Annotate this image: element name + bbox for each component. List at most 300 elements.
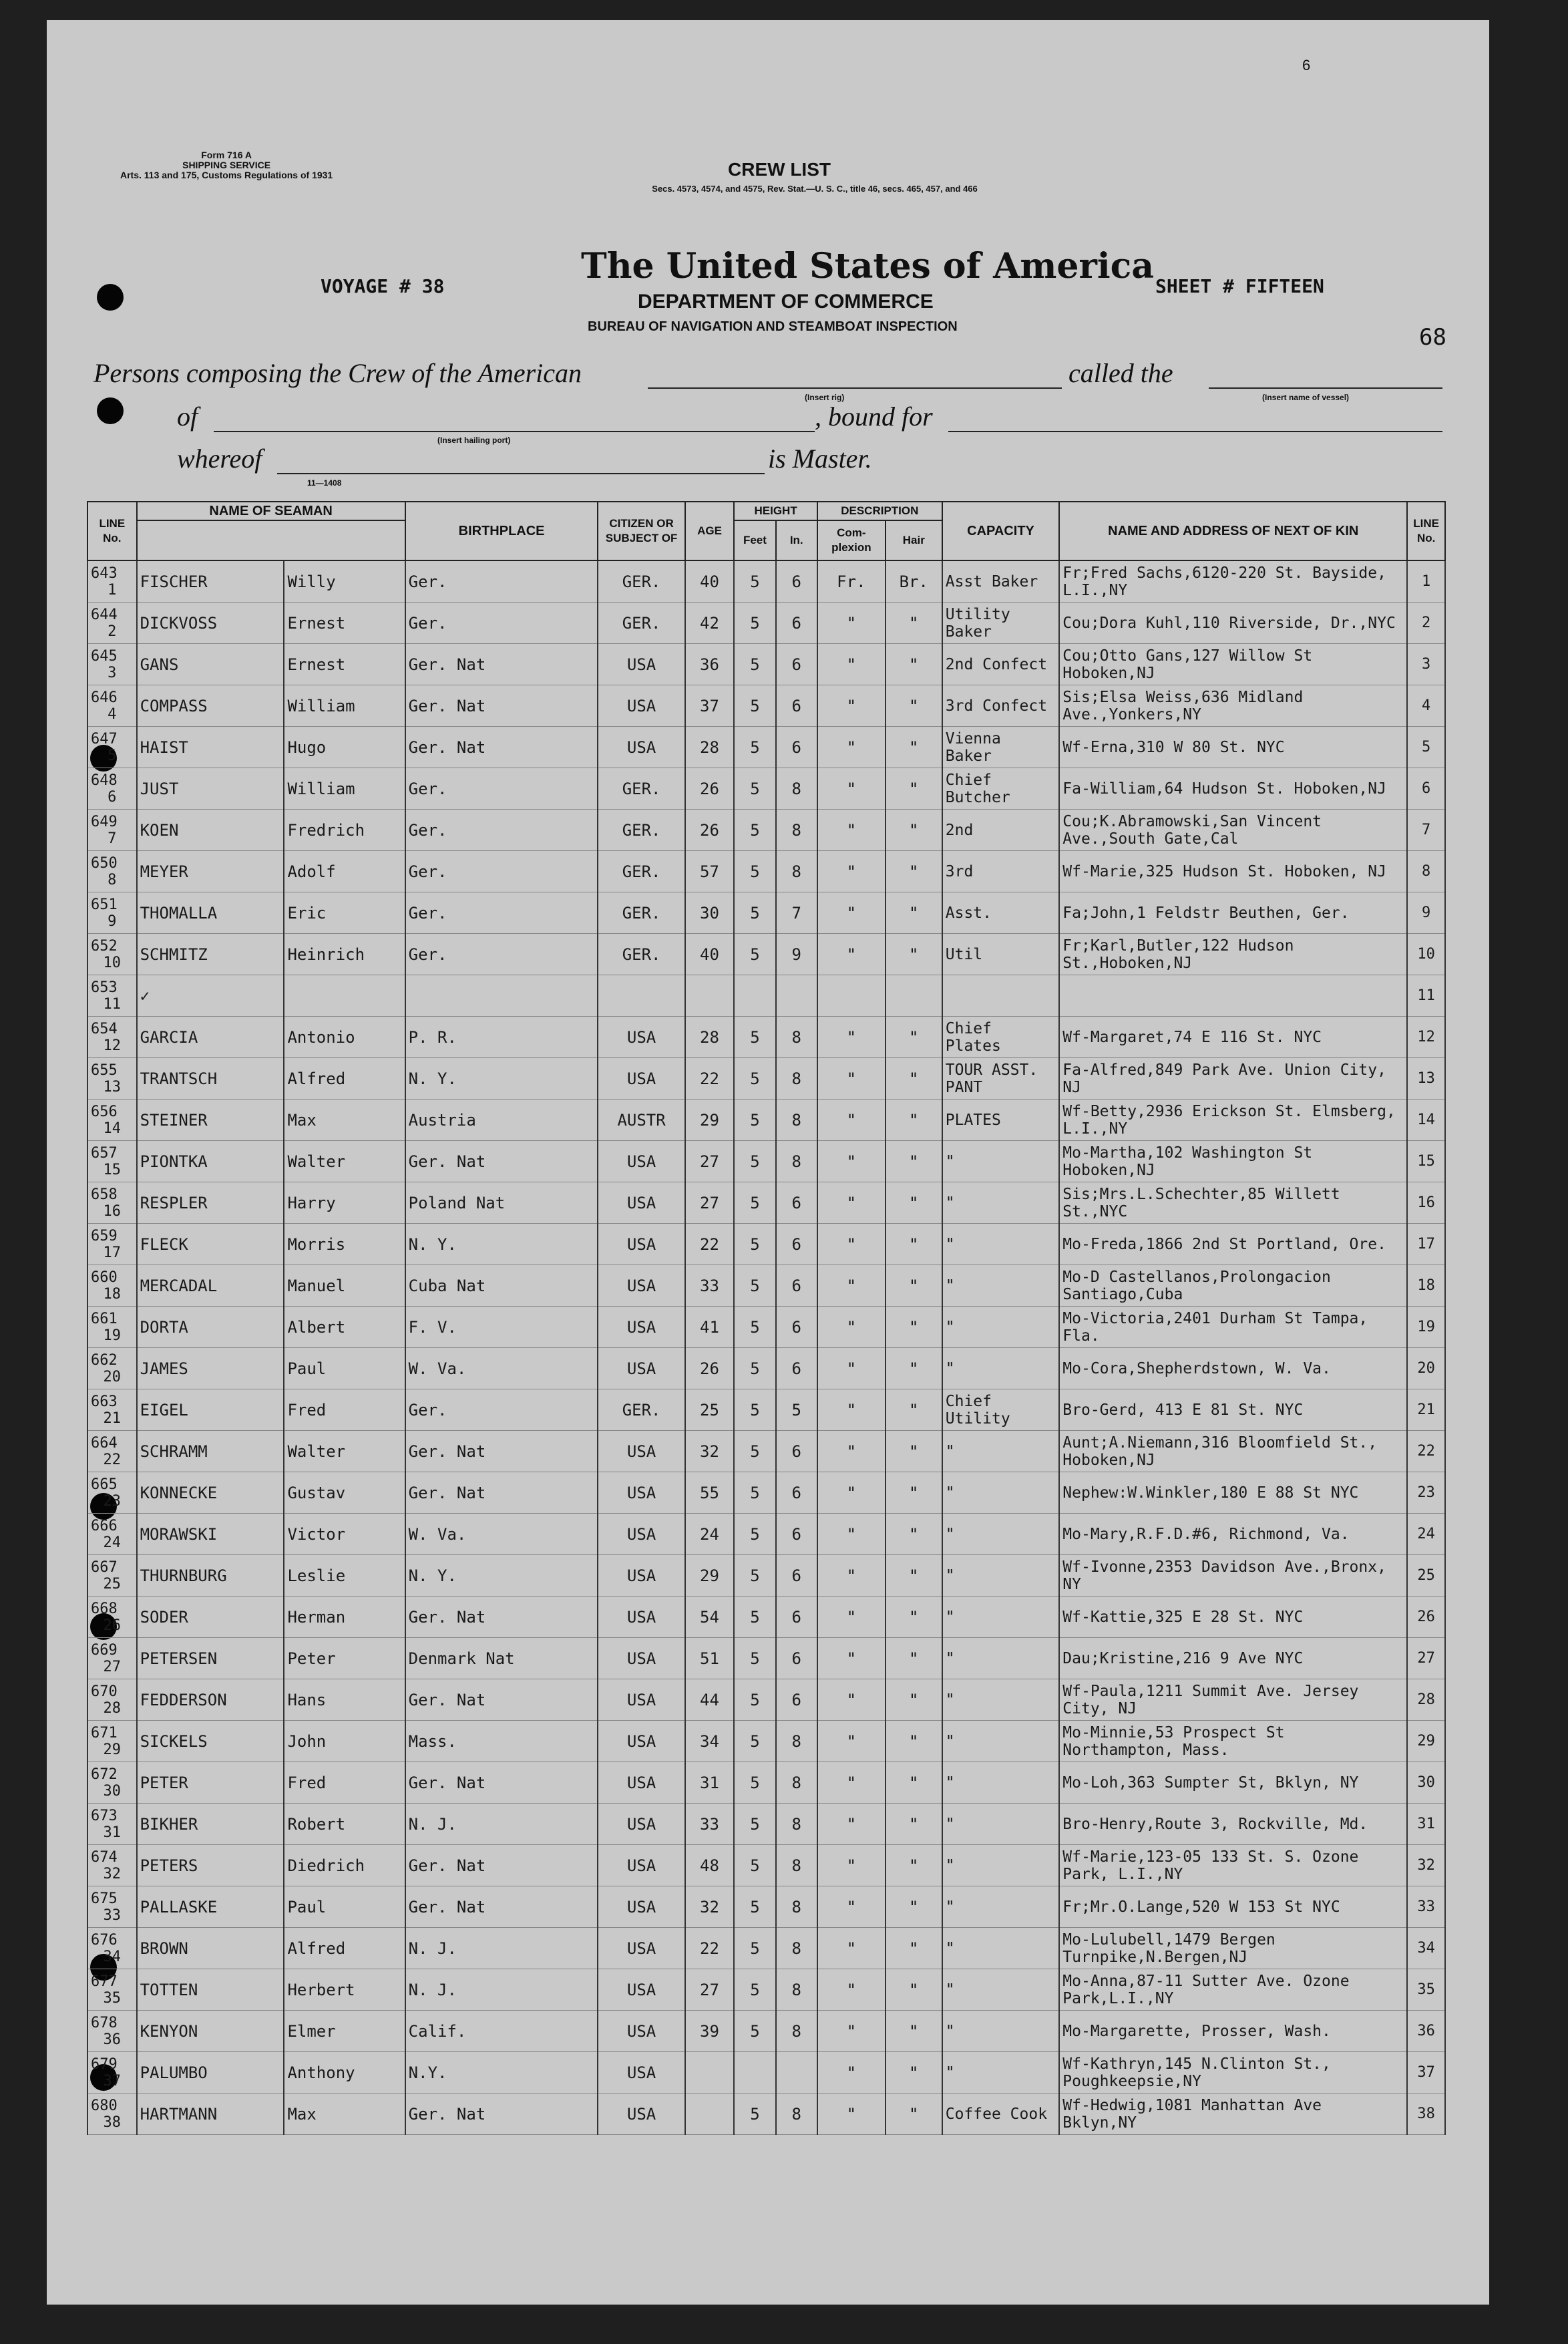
feet-cell: 5 (734, 1472, 775, 1514)
complexion-cell: " (817, 1886, 886, 1928)
complexion-cell: " (817, 1555, 886, 1597)
inches-cell: 8 (776, 1969, 817, 2011)
punch-hole (97, 397, 124, 424)
line-number-right: 23 (1407, 1472, 1445, 1514)
col-birthplace: BIRTHPLACE (405, 502, 598, 560)
feet-cell: 5 (734, 1721, 775, 1762)
of-label: of (177, 401, 198, 432)
feet-cell: 5 (734, 685, 775, 727)
feet-cell: 5 (734, 768, 775, 810)
sequence-number: 660 (91, 1269, 118, 1286)
age-cell: 36 (685, 644, 735, 685)
crew-row (87, 810, 1445, 851)
citizen-cell: USA (598, 1928, 684, 1969)
kin-cell: Mo-Mary,R.F.D.#6, Richmond, Va. (1059, 1514, 1407, 1555)
hair-cell: " (886, 2094, 942, 2135)
line-number: 35 (103, 1989, 122, 2007)
inches-cell: 8 (776, 2094, 817, 2135)
col-inches: In. (776, 520, 817, 560)
line-number: 3 (108, 664, 117, 681)
given-cell: Ernest (284, 644, 405, 685)
col-feet: Feet (734, 520, 775, 560)
kin-cell: Wf-Hedwig,1081 Manhattan Ave Bklyn,NY (1059, 2094, 1407, 2135)
capacity-cell: " (942, 1721, 1060, 1762)
capacity-cell: " (942, 1265, 1060, 1307)
line-number-right: 14 (1407, 1100, 1445, 1141)
sequence-number: 662 (91, 1351, 118, 1369)
given-cell: Herman (284, 1597, 405, 1638)
complexion-cell: " (817, 810, 886, 851)
age-cell: 22 (685, 1058, 735, 1100)
crew-row (87, 1265, 1445, 1307)
sequence-number: 648 (91, 772, 118, 789)
citizen-cell (598, 975, 684, 1017)
line-number-cell (87, 934, 137, 975)
given-cell: Harry (284, 1182, 405, 1224)
col-line-no: LINE No. (87, 502, 137, 560)
feet-cell: 5 (734, 1348, 775, 1389)
whereof-label: whereof (177, 444, 262, 474)
surname-cell: RESPLER (137, 1182, 284, 1224)
birthplace-cell: Ger. (405, 768, 598, 810)
surname-cell: JUST (137, 768, 284, 810)
line-number-cell (87, 1265, 137, 1307)
birthplace-cell: Poland Nat (405, 1182, 598, 1224)
age-cell: 25 (685, 1389, 735, 1431)
surname-cell: TRANTSCH (137, 1058, 284, 1100)
complexion-cell: Fr. (817, 560, 886, 603)
crew-row (87, 768, 1445, 810)
surname-cell: HAIST (137, 727, 284, 768)
hair-cell: " (886, 1307, 942, 1348)
sequence-number: 646 (91, 689, 118, 706)
feet-cell: 5 (734, 892, 775, 934)
line-number: 7 (108, 830, 117, 847)
citizen-cell: USA (598, 1679, 684, 1721)
given-cell: William (284, 685, 405, 727)
port-label: (Insert hailing port) (437, 436, 511, 445)
col-citizen: CITIZEN OR SUBJECT OF (598, 502, 684, 560)
crew-row (87, 685, 1445, 727)
line-number-cell (87, 1886, 137, 1928)
line-number-right: 5 (1407, 727, 1445, 768)
line-number-cell (87, 2052, 137, 2094)
col-name: NAME OF SEAMAN (137, 502, 405, 520)
sequence-number: 677 (91, 1973, 118, 1990)
line-number-right: 7 (1407, 810, 1445, 851)
surname-cell: BIKHER (137, 1804, 284, 1845)
given-cell: Paul (284, 1886, 405, 1928)
sequence-number: 651 (91, 896, 118, 913)
line-number-cell (87, 1307, 137, 1348)
feet-cell: 5 (734, 1431, 775, 1472)
citizen-cell: USA (598, 1224, 684, 1265)
crew-row (87, 851, 1445, 892)
feet-cell: 5 (734, 1100, 775, 1141)
corner-mark: 6 (1302, 57, 1311, 73)
given-cell: Manuel (284, 1265, 405, 1307)
surname-cell: THURNBURG (137, 1555, 284, 1597)
feet-cell: 5 (734, 1804, 775, 1845)
hair-cell: " (886, 1969, 942, 2011)
kin-cell: Fa;John,1 Feldstr Beuthen, Ger. (1059, 892, 1407, 934)
kin-cell: Sis;Elsa Weiss,636 Midland Ave.,Yonkers,NY (1059, 685, 1407, 727)
line-number-cell (87, 644, 137, 685)
inches-cell: 8 (776, 1762, 817, 1804)
line-number-cell (87, 1182, 137, 1224)
surname-cell: FEDDERSON (137, 1679, 284, 1721)
sequence-number: 674 (91, 1848, 118, 1866)
kin-cell: Mo-Freda,1866 2nd St Portland, Ore. (1059, 1224, 1407, 1265)
sequence-number: 650 (91, 854, 118, 872)
crew-row (87, 1017, 1445, 1058)
complexion-cell: " (817, 1389, 886, 1431)
line-number: 13 (103, 1078, 122, 1096)
line-number-right: 4 (1407, 685, 1445, 727)
line-number-right: 20 (1407, 1348, 1445, 1389)
citizen-cell: USA (598, 1265, 684, 1307)
hair-cell: " (886, 1348, 942, 1389)
line-number-cell (87, 1348, 137, 1389)
line-number: 12 (103, 1037, 122, 1054)
given-cell: Walter (284, 1141, 405, 1182)
sequence-number: 671 (91, 1724, 118, 1741)
feet-cell: 5 (734, 1141, 775, 1182)
line-number-cell (87, 1845, 137, 1886)
page-number: 68 (1419, 324, 1446, 351)
age-cell: 22 (685, 1224, 735, 1265)
feet-cell: 5 (734, 934, 775, 975)
line-number-cell (87, 1141, 137, 1182)
complexion-cell: " (817, 2094, 886, 2135)
surname-cell: SCHRAMM (137, 1431, 284, 1472)
given-cell: Leslie (284, 1555, 405, 1597)
capacity-cell: Chief Butcher (942, 768, 1060, 810)
col-capacity: CAPACITY (942, 502, 1060, 560)
given-cell: Diedrich (284, 1845, 405, 1886)
feet-cell: 5 (734, 1969, 775, 2011)
inches-cell: 6 (776, 1638, 817, 1679)
line-number: 4 (108, 705, 117, 723)
line-number-cell (87, 1472, 137, 1514)
line-number: 9 (108, 912, 117, 930)
punch-hole (97, 284, 124, 311)
kin-cell: Wf-Kattie,325 E 28 St. NYC (1059, 1597, 1407, 1638)
line-number: 22 (103, 1451, 122, 1468)
sequence-number: 657 (91, 1144, 118, 1162)
kin-cell: Mo-Margarette, Prosser, Wash. (1059, 2011, 1407, 2052)
kin-cell: Wf-Kathryn,145 N.Clinton St., Poughkeepsie,NY (1059, 2052, 1407, 2094)
kin-cell: Wf-Marie,325 Hudson St. Hoboken, NJ (1059, 851, 1407, 892)
line-number-cell (87, 1017, 137, 1058)
crew-list-sheet (47, 20, 1489, 2305)
sequence-number: 659 (91, 1227, 118, 1244)
birthplace-cell: Ger. Nat (405, 2094, 598, 2135)
kin-cell: Mo-Martha,102 Washington St Hoboken,NJ (1059, 1141, 1407, 1182)
line-number-cell (87, 1555, 137, 1597)
master-blank (277, 473, 765, 474)
crew-row (87, 934, 1445, 975)
hair-cell: " (886, 810, 942, 851)
capacity-cell: Util (942, 934, 1060, 975)
age-cell: 24 (685, 1514, 735, 1555)
line-number: 20 (103, 1368, 122, 1385)
birthplace-cell: Ger. (405, 1389, 598, 1431)
surname-cell: SICKELS (137, 1721, 284, 1762)
citizen-cell: USA (598, 685, 684, 727)
complexion-cell: " (817, 851, 886, 892)
kin-cell: Mo-Anna,87-11 Sutter Ave. Ozone Park,L.I.,NY (1059, 1969, 1407, 2011)
capacity-cell: Vienna Baker (942, 727, 1060, 768)
birthplace-cell: N. Y. (405, 1224, 598, 1265)
capacity-cell: " (942, 1804, 1060, 1845)
feet-cell: 5 (734, 1058, 775, 1100)
surname-cell: SODER (137, 1597, 284, 1638)
citizen-cell: USA (598, 727, 684, 768)
birthplace-cell: N. Y. (405, 1058, 598, 1100)
citizen-cell: USA (598, 1514, 684, 1555)
age-cell: 26 (685, 1348, 735, 1389)
line-number: 10 (103, 954, 122, 971)
citizen-cell: USA (598, 1969, 684, 2011)
sequence-number: 643 (91, 564, 118, 582)
hair-cell: " (886, 892, 942, 934)
surname-cell: MEYER (137, 851, 284, 892)
age-cell: 48 (685, 1845, 735, 1886)
citizen-cell: USA (598, 1804, 684, 1845)
line-number: 30 (103, 1782, 122, 1800)
given-cell: Adolf (284, 851, 405, 892)
kin-cell: Cou;Dora Kuhl,110 Riverside, Dr.,NYC (1059, 603, 1407, 644)
line-number: 5 (108, 747, 117, 764)
citizen-cell: USA (598, 1348, 684, 1389)
sequence-number: 656 (91, 1103, 118, 1120)
capacity-cell: " (942, 1182, 1060, 1224)
citizen-cell: USA (598, 1721, 684, 1762)
kin-cell: Mo-Loh,363 Sumpter St, Bklyn, NY (1059, 1762, 1407, 1804)
called-the: called the (1068, 358, 1173, 388)
inches-cell: 6 (776, 1224, 817, 1265)
age-cell: 29 (685, 1100, 735, 1141)
capacity-cell: Utility Baker (942, 603, 1060, 644)
birthplace-cell: Ger. Nat (405, 1845, 598, 1886)
line-number-right: 32 (1407, 1845, 1445, 1886)
feet-cell: 5 (734, 1679, 775, 1721)
complexion-cell: " (817, 1265, 886, 1307)
inches-cell: 8 (776, 768, 817, 810)
line-number: 8 (108, 871, 117, 888)
complexion-cell: " (817, 1597, 886, 1638)
line-number-right: 36 (1407, 2011, 1445, 2052)
capacity-cell: " (942, 1886, 1060, 1928)
birthplace-cell: Ger. Nat (405, 1679, 598, 1721)
complexion-cell: " (817, 892, 886, 934)
age-cell: 42 (685, 603, 735, 644)
line-number-right: 19 (1407, 1307, 1445, 1348)
sequence-number: 669 (91, 1641, 118, 1659)
age-cell: 33 (685, 1804, 735, 1845)
inches-cell: 8 (776, 1804, 817, 1845)
capacity-cell: " (942, 1969, 1060, 2011)
birthplace-cell: W. Va. (405, 1348, 598, 1389)
given-cell: Heinrich (284, 934, 405, 975)
feet-cell: 5 (734, 1182, 775, 1224)
kin-cell: Wf-Ivonne,2353 Davidson Ave.,Bronx, NY (1059, 1555, 1407, 1597)
crew-row (87, 603, 1445, 644)
hair-cell: " (886, 934, 942, 975)
line-number: 2 (108, 623, 117, 640)
line-number-cell (87, 603, 137, 644)
line-number-right: 1 (1407, 560, 1445, 603)
line-number: 14 (103, 1120, 122, 1137)
birthplace-cell: Ger. Nat (405, 1472, 598, 1514)
sequence-number: 668 (91, 1600, 118, 1617)
complexion-cell: " (817, 1804, 886, 1845)
voyage-number: VOYAGE # 38 (321, 275, 445, 297)
age-cell: 26 (685, 768, 735, 810)
line-number: 18 (103, 1285, 122, 1303)
surname-cell: KOEN (137, 810, 284, 851)
complexion-cell: " (817, 1721, 886, 1762)
birthplace-cell: Ger. Nat (405, 1762, 598, 1804)
age-cell: 32 (685, 1431, 735, 1472)
citizen-cell: USA (598, 1886, 684, 1928)
line-number-cell (87, 975, 137, 1017)
capacity-cell: 2nd Confect (942, 644, 1060, 685)
complexion-cell: " (817, 603, 886, 644)
kin-cell: Wf-Betty,2936 Erickson St. Elmsberg, L.I.,NY (1059, 1100, 1407, 1141)
crew-row (87, 1058, 1445, 1100)
capacity-cell: Asst. (942, 892, 1060, 934)
citizen-cell: USA (598, 1555, 684, 1597)
birthplace-cell: N. Y. (405, 1555, 598, 1597)
birthplace-cell: P. R. (405, 1017, 598, 1058)
hair-cell: " (886, 1265, 942, 1307)
hair-cell (886, 975, 942, 1017)
crew-row (87, 1182, 1445, 1224)
col-age: AGE (685, 502, 735, 560)
given-cell: Paul (284, 1348, 405, 1389)
line-number-right: 37 (1407, 2052, 1445, 2094)
birthplace-cell: N. J. (405, 1928, 598, 1969)
line-number: 28 (103, 1699, 122, 1717)
age-cell (685, 2094, 735, 2135)
feet-cell: 5 (734, 1224, 775, 1265)
birthplace-cell: Calif. (405, 2011, 598, 2052)
birthplace-cell (405, 975, 598, 1017)
surname-cell: PETERS (137, 1845, 284, 1886)
surname-cell: PALLASKE (137, 1886, 284, 1928)
sequence-number: 645 (91, 647, 118, 665)
line-number-cell (87, 1224, 137, 1265)
hair-cell: " (886, 1224, 942, 1265)
inches-cell: 6 (776, 1182, 817, 1224)
surname-cell: MERCADAL (137, 1265, 284, 1307)
given-cell: Anthony (284, 2052, 405, 2094)
capacity-cell: 2nd (942, 810, 1060, 851)
line-number: 25 (103, 1575, 122, 1593)
line-number-right: 6 (1407, 768, 1445, 810)
complexion-cell: " (817, 1762, 886, 1804)
birthplace-cell: F. V. (405, 1307, 598, 1348)
surname-cell: BROWN (137, 1928, 284, 1969)
sequence-number: 675 (91, 1890, 118, 1907)
age-cell: 27 (685, 1182, 735, 1224)
surname-cell: EIGEL (137, 1389, 284, 1431)
preamble-line1: Persons composing the Crew of the American (93, 358, 582, 388)
birthplace-cell: Ger. Nat (405, 1431, 598, 1472)
sequence-number: 667 (91, 1558, 118, 1576)
line-number-right: 13 (1407, 1058, 1445, 1100)
feet-cell: 5 (734, 1017, 775, 1058)
inches-cell: 6 (776, 1472, 817, 1514)
line-number-cell (87, 1597, 137, 1638)
crew-row (87, 644, 1445, 685)
line-number-right: 16 (1407, 1182, 1445, 1224)
surname-cell: ✓ (137, 975, 284, 1017)
crew-row (87, 1638, 1445, 1679)
line-number-right: 27 (1407, 1638, 1445, 1679)
line-number-right: 29 (1407, 1721, 1445, 1762)
kin-cell: Nephew:W.Winkler,180 E 88 St NYC (1059, 1472, 1407, 1514)
crew-row (87, 1679, 1445, 1721)
kin-cell: Mo-Cora,Shepherdstown, W. Va. (1059, 1348, 1407, 1389)
surname-cell: FISCHER (137, 560, 284, 603)
rig-blank (648, 387, 1062, 389)
complexion-cell: " (817, 1928, 886, 1969)
line-number: 21 (103, 1409, 122, 1427)
line-number-right: 26 (1407, 1597, 1445, 1638)
surname-cell: PETERSEN (137, 1638, 284, 1679)
birthplace-cell: Ger. Nat (405, 1141, 598, 1182)
hair-cell: " (886, 1721, 942, 1762)
sequence-number: 665 (91, 1476, 118, 1493)
given-cell: Victor (284, 1514, 405, 1555)
sequence-number: 654 (91, 1020, 118, 1037)
hair-cell: " (886, 1182, 942, 1224)
crew-row (87, 1804, 1445, 1845)
age-cell: 40 (685, 934, 735, 975)
capacity-cell: " (942, 1307, 1060, 1348)
line-number-cell (87, 685, 137, 727)
kin-cell: Bro-Gerd, 413 E 81 St. NYC (1059, 1389, 1407, 1431)
statutes: Secs. 4573, 4574, and 4575, Rev. Stat.—U. S. C., title 46, secs. 465, 457, and 466 (652, 184, 978, 194)
inches-cell (776, 975, 817, 1017)
crew-row (87, 1762, 1445, 1804)
feet-cell: 5 (734, 1389, 775, 1431)
hair-cell: " (886, 1679, 942, 1721)
hair-cell: " (886, 1804, 942, 1845)
inches-cell: 6 (776, 1597, 817, 1638)
capacity-cell (942, 975, 1060, 1017)
feet-cell: 5 (734, 1886, 775, 1928)
hair-cell: " (886, 1762, 942, 1804)
citizen-cell: GER. (598, 810, 684, 851)
surname-cell: DORTA (137, 1307, 284, 1348)
age-cell: 34 (685, 1721, 735, 1762)
citizen-cell: USA (598, 2052, 684, 2094)
capacity-cell: " (942, 1928, 1060, 1969)
inches-cell: 7 (776, 892, 817, 934)
age-cell: 28 (685, 727, 735, 768)
complexion-cell: " (817, 1348, 886, 1389)
line-number: 26 (103, 1617, 122, 1634)
line-number-right: 17 (1407, 1224, 1445, 1265)
line-number-cell (87, 1100, 137, 1141)
hair-cell: " (886, 727, 942, 768)
age-cell: 51 (685, 1638, 735, 1679)
line-number-right: 38 (1407, 2094, 1445, 2135)
